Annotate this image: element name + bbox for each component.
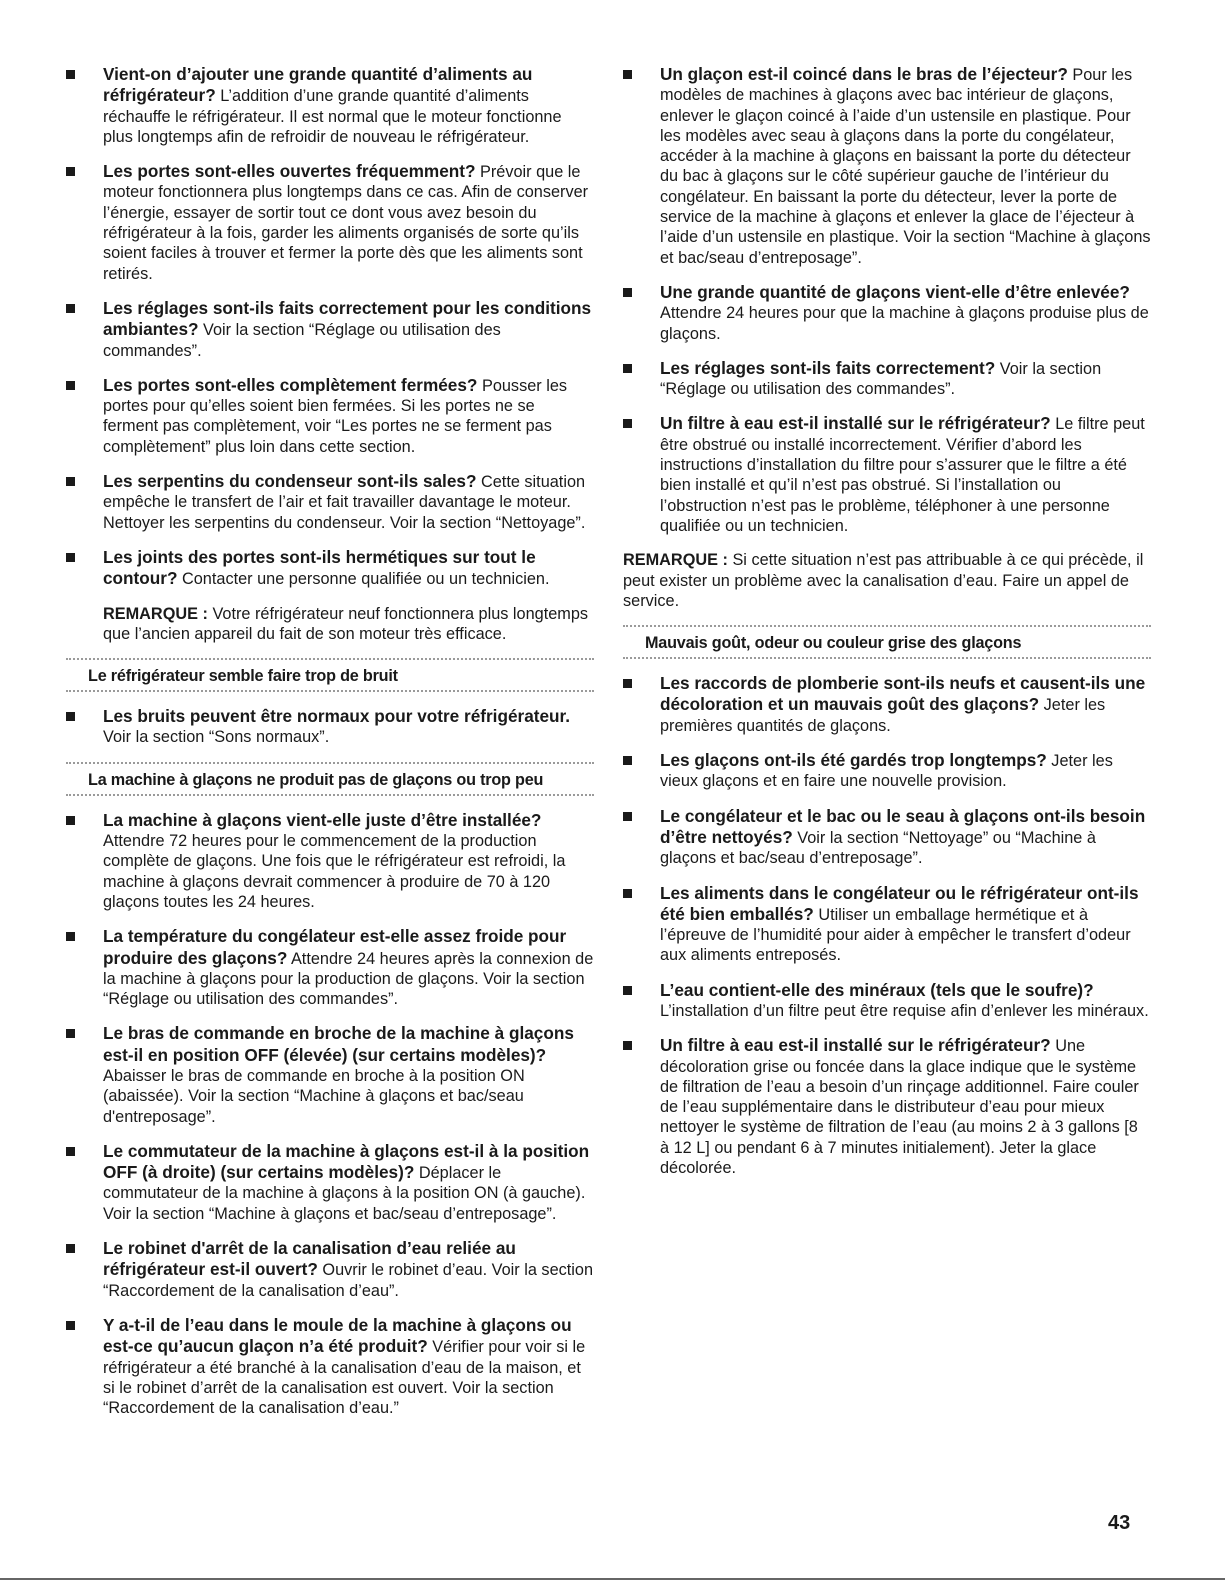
- answer-text: Pour les modèles de machines à glaçons avec bac intérieur de glaçons, enlever le glaçon coincé à l’aide d’un ustensile en plastique. Pour les modèles avec seau à glaçons dans la porte du congélateur, accéder à la machine à glaçons en baissant la porte du détecteur du bac à glaçons sur le côté supérieur gauche de l’intérieur du congélateur. En baissant la porte du détecteur, lever la porte de service de la machine à glaçons et enlever la glace de l’éjecteur à l’aide d’un ustensile en plastique. Voir la section “Machine à glaçons et bac/seau d’entreposage”.: [660, 66, 1151, 267]
- remark: [66, 604, 594, 645]
- question-text: La température du congélateur est-elle assez froide pour produire des glaçons?: [103, 926, 567, 968]
- page-number: 43: [1108, 1512, 1131, 1534]
- question-text: La machine à glaçons vient-elle juste d’être installée?: [103, 809, 542, 830]
- list-item: [623, 673, 1151, 736]
- square-bullet-icon: [66, 816, 75, 825]
- section-heading-taste: [623, 625, 1151, 659]
- answer-text: Le filtre peut être obstrué ou installé incorrectement. Vérifier d’abord les instructions d’installation du filtre pour s’assurer que le filtre a été bien installé et qu’il n’est pas obstrué. Si l’installation ou l’obstruction n’est pas le problème, téléphoner à une personne qualifiée ou un technicien.: [660, 415, 1145, 535]
- list-item: [66, 810, 594, 912]
- answer-text: Voir la section “Sons normaux”.: [103, 728, 330, 747]
- answer-text: Attendre 72 heures pour le commencement de la production complète de glaçons. Une fois que le réfrigérateur est refroidi, la machine à glaçons devrait commencer à produire de 70 à 120 glaçons toutes les 24 heures.: [103, 832, 566, 911]
- question-text: Les réglages sont-ils faits correctement pour les conditions ambiantes?: [103, 297, 592, 340]
- square-bullet-icon: [623, 70, 632, 79]
- remark-label: REMARQUE :: [623, 551, 728, 570]
- question-text: Un filtre à eau est-il installé sur le réfrigérateur?: [660, 413, 1051, 434]
- answer-text: Voir la section “Réglage ou utilisation des commandes”.: [660, 359, 1102, 399]
- answer-text: Prévoir que le moteur fonctionnera plus longtemps dans ce cas. Afin de conserver l’énergie, essayer de sortir tout ce dont vous avez besoin du réfrigérateur à la fois, garder les aliments organisés de sorte qu’ils soient faciles à trouver et fermer la porte dès que les aliments sont retirés.: [103, 163, 589, 283]
- question-text: Les aliments dans le congélateur ou le réfrigérateur ont-ils été bien emballés?: [660, 882, 1139, 924]
- left-column: [66, 64, 594, 1432]
- question-text: L’eau contient-elle des minéraux (tels que le soufre)?: [660, 979, 1094, 1000]
- square-bullet-icon: [66, 1321, 75, 1330]
- question-text: Vient-on d’ajouter une grande quantité d’aliments au réfrigérateur?: [103, 64, 533, 106]
- answer-text: Cette situation empêche le transfert de l’air et fait travailler davantage le moteur. Nettoyer les serpentins du condenseur. Voir la section “Nettoyage”.: [103, 473, 586, 532]
- list-group: [66, 64, 594, 590]
- remark: [623, 550, 1151, 611]
- answer-text: L’addition d’une grande quantité d’aliments réchauffe le réfrigérateur. Il est normal que le moteur fonctionne plus longtemps afin de refroidir de nouveau le réfrigérateur.: [103, 87, 562, 146]
- square-bullet-icon: [66, 1244, 75, 1253]
- question-text: Les portes sont-elles complètement fermées?: [103, 374, 478, 395]
- list-item: [623, 806, 1151, 869]
- list-item: [66, 547, 594, 590]
- section-heading-text: La machine à glaçons ne produit pas de glaçons ou trop peu: [88, 770, 544, 789]
- question-text: Y a-t-il de l’eau dans le moule de la machine à glaçons ou est-ce qu’aucun glaçon n’a été produit?: [103, 1314, 572, 1357]
- question-text: Les serpentins du condenseur sont-ils sales?: [103, 471, 477, 492]
- list-group: [66, 810, 594, 1419]
- question-text: Les joints des portes sont-ils hermétiques sur tout le contour?: [103, 546, 536, 589]
- list-item: [623, 64, 1151, 268]
- remark-label: REMARQUE :: [103, 604, 208, 623]
- square-bullet-icon: [623, 812, 632, 821]
- section-heading-text: Mauvais goût, odeur ou couleur grise des glaçons: [645, 634, 1022, 653]
- question-text: Les portes sont-elles ouvertes fréquemment?: [103, 161, 476, 182]
- answer-text: Déplacer le commutateur de la machine à glaçons à la position ON (à gauche). Voir la section “Machine à glaçons et bac/seau d’entreposage”.: [103, 1164, 586, 1223]
- list-item: [66, 1315, 594, 1418]
- answer-text: Ouvrir le robinet d’eau. Voir la section “Raccordement de la canalisation d’eau”.: [103, 1261, 594, 1300]
- bottom-rule: [0, 1578, 1225, 1580]
- square-bullet-icon: [66, 477, 75, 486]
- list-item: [66, 1023, 594, 1126]
- list-item: [66, 375, 594, 457]
- right-column: [623, 64, 1151, 1192]
- square-bullet-icon: [66, 1029, 75, 1038]
- list-item: [66, 706, 594, 748]
- dotted-divider: [66, 690, 594, 692]
- list-group: [66, 706, 594, 748]
- list-item: [66, 1141, 594, 1224]
- question-text: Les raccords de plomberie sont-ils neufs et causent-ils une décoloration et un mauvais goût des glaçons?: [660, 673, 1146, 715]
- question-text: Les réglages sont-ils faits correctement?: [660, 357, 996, 378]
- list-item: [623, 750, 1151, 792]
- list-item: [66, 298, 594, 361]
- square-bullet-icon: [66, 381, 75, 390]
- list-item: [623, 1035, 1151, 1178]
- square-bullet-icon: [66, 1147, 75, 1156]
- question-text: Un glaçon est-il coincé dans le bras de l’éjecteur?: [660, 64, 1068, 84]
- square-bullet-icon: [66, 70, 75, 79]
- list-item: [623, 883, 1151, 966]
- answer-text: Pousser les portes pour qu’elles soient bien fermées. Si les portes ne se ferment pas complètement, voir “Les portes ne se ferment pas complètement” plus loin dans cette section.: [103, 376, 568, 456]
- list-item: [623, 980, 1151, 1022]
- square-bullet-icon: [623, 889, 632, 898]
- question-text: Les bruits peuvent être normaux pour votre réfrigérateur.: [103, 706, 571, 727]
- list-group: [623, 64, 1151, 536]
- answer-text: L’installation d’un filtre peut être requise afin d’enlever les minéraux.: [660, 1001, 1149, 1020]
- list-item: [623, 358, 1151, 400]
- question-text: Le commutateur de la machine à glaçons est-il à la position OFF (à droite) (sur certains modèles)?: [103, 1140, 590, 1183]
- question-text: Le congélateur et le bac ou le seau à glaçons ont-ils besoin d’être nettoyés?: [660, 805, 1146, 847]
- answer-text: Voir la section “Réglage ou utilisation des commandes”.: [103, 321, 501, 360]
- square-bullet-icon: [623, 986, 632, 995]
- question-text: Le bras de commande en broche de la machine à glaçons est-il en position OFF (élevée) (sur certains modèles)?: [103, 1023, 574, 1065]
- answer-text: Attendre 24 heures après la connexion de la machine à glaçons pour la production de glaçons. Voir la section “Réglage ou utilisation des commandes”.: [103, 949, 594, 1009]
- answer-text: Utiliser un emballage hermétique et à l’épreuve de l’humidité pour aider à empêcher le transfert d’odeur aux aliments entreposés.: [660, 905, 1131, 965]
- list-item: [623, 282, 1151, 344]
- answer-text: Une décoloration grise ou foncée dans la glace indique que le système de filtration de l’eau a besoin d’un rinçage additionnel. Faire couler de l’eau supplémentaire dans le distributeur d’eau pour mieux nettoyer le système de filtration de l’eau (au moins 2 à 3 gallons [8 à 12 L] ou pendant 6 à 7 minutes initialement). Jeter la glace décolorée.: [660, 1037, 1139, 1178]
- list-item: [66, 471, 594, 533]
- square-bullet-icon: [623, 1041, 632, 1050]
- question-text: Le robinet d'arrêt de la canalisation d’eau reliée au réfrigérateur est-il ouvert?: [103, 1238, 516, 1280]
- remark-text: Votre réfrigérateur neuf fonctionnera plus longtemps que l’ancien appareil du fait de son moteur très efficace.: [103, 604, 589, 643]
- square-bullet-icon: [66, 304, 75, 313]
- question-text: Une grande quantité de glaçons vient-elle d’être enlevée?: [660, 281, 1130, 302]
- list-group: [623, 673, 1151, 1178]
- answer-text: Contacter une personne qualifiée ou un technicien.: [177, 570, 550, 589]
- square-bullet-icon: [623, 679, 632, 688]
- section-heading-noise: [66, 658, 594, 692]
- square-bullet-icon: [623, 288, 632, 297]
- square-bullet-icon: [66, 553, 75, 562]
- answer-text: Attendre 24 heures pour que la machine à glaçons produise plus de glaçons.: [660, 304, 1149, 343]
- list-item: [66, 64, 594, 147]
- question-text: Un filtre à eau est-il installé sur le réfrigérateur?: [660, 1035, 1051, 1056]
- square-bullet-icon: [623, 364, 632, 373]
- list-item: [66, 1238, 594, 1301]
- square-bullet-icon: [623, 419, 632, 428]
- answer-text: Voir la section “Nettoyage” ou “Machine à glaçons et bac/seau d’entreposage”.: [660, 828, 1096, 868]
- square-bullet-icon: [66, 932, 75, 941]
- dotted-divider: [66, 794, 594, 796]
- answer-text: Abaisser le bras de commande en broche à la position ON (abaissée). Voir la section “Machine à glaçons et bac/seau d'entreposage”.: [103, 1066, 525, 1126]
- answer-text: Jeter les premières quantités de glaçons.: [660, 696, 1106, 735]
- dotted-divider: [623, 657, 1151, 659]
- answer-text: Jeter les vieux glaçons et en faire une nouvelle provision.: [660, 752, 1113, 791]
- square-bullet-icon: [66, 712, 75, 721]
- remark-text: Si cette situation n’est pas attribuable à ce qui précède, il peut exister un problème avec la canalisation d’eau. Faire un appel de service.: [623, 551, 1144, 610]
- square-bullet-icon: [66, 167, 75, 176]
- square-bullet-icon: [623, 756, 632, 765]
- answer-text: Vérifier pour voir si le réfrigérateur a été branché à la canalisation d’eau de la maison, et si le robinet d’arrêt de la canalisation est ouvert. Voir la section “Raccordement de la canalisation d’eau.”: [103, 1338, 586, 1418]
- section-heading-text: Le réfrigérateur semble faire trop de bruit: [88, 667, 398, 686]
- list-item: [623, 413, 1151, 536]
- list-item: [66, 161, 594, 284]
- question-text: Les glaçons ont-ils été gardés trop longtemps?: [660, 750, 1047, 771]
- section-heading-ice: [66, 762, 594, 796]
- list-item: [66, 926, 594, 1009]
